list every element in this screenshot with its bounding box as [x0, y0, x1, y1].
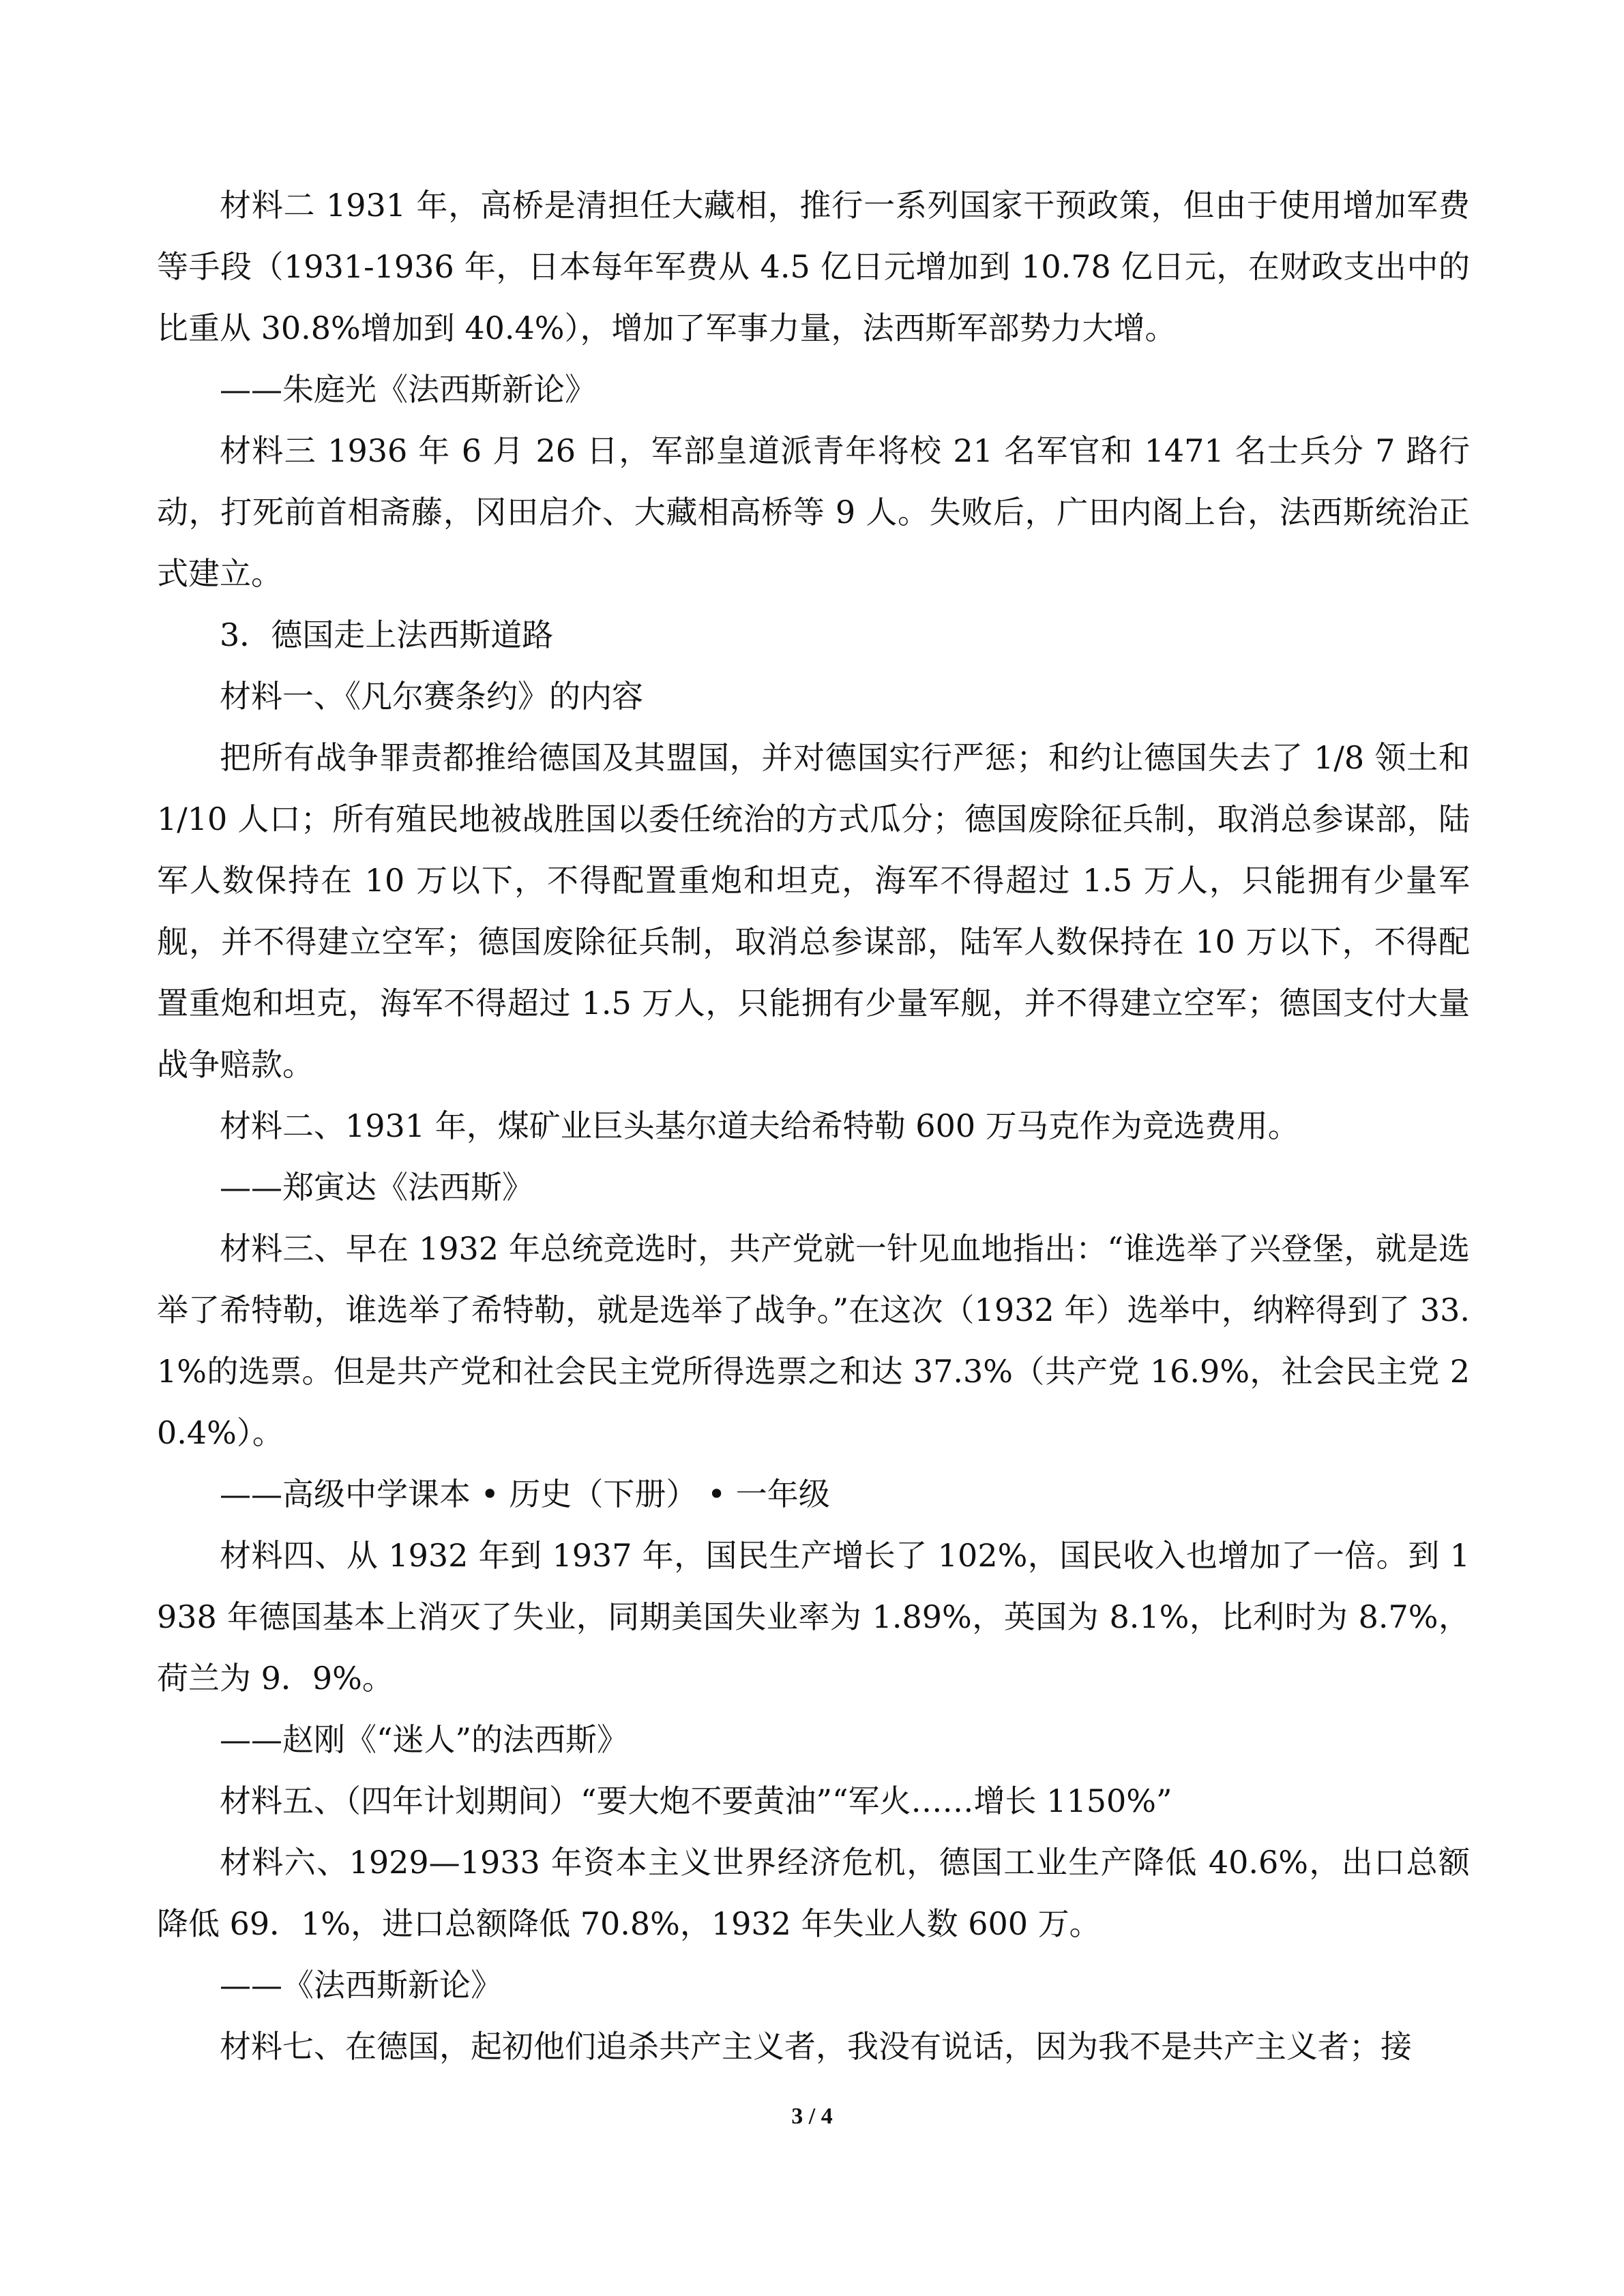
paragraph-material-4-germany: 材料四、从 1932 年到 1937 年，国民生产增长了 102%，国民收入也增加了一倍。到 1938 年德国基本上消灭了失业，同期美国失业率为 1.89%，英国为 8.1%，比利时为 8.7%，荷兰为 9．9%。 — [157, 1537, 1470, 1697]
source-citation: ——朱庭光《法西斯新论》 — [220, 371, 596, 408]
paragraph-material-1-germany: 材料一、《凡尔赛条约》的内容 — [220, 678, 643, 715]
paragraph-material-3-japan: 材料三 1936 年 6 月 26 日，军部皇道派青年将校 21 名军官和 1471 名士兵分 7 路行动，打死前首相斋藤，冈田启介、大藏相高桥等 9 人。失败后，广田内阁上台，法西斯统治正式建立。 — [157, 432, 1470, 592]
paragraph-material-7-germany: 材料七、在德国，起初他们追杀共产主义者，我没有说话，因为我不是共产主义者；接 — [220, 2028, 1412, 2065]
paragraph-material-6-germany: 材料六、1929—1933 年资本主义世界经济危机，德国工业生产降低 40.6%，出口总额降低 69．1%，进口总额降低 70.8%，1932 年失业人数 600 万。 — [157, 1844, 1470, 1942]
paragraph-material-5-germany: 材料五、（四年计划期间）“要大炮不要黄油”“军火……增长 1150%” — [220, 1783, 1172, 1819]
source-citation: ——高级中学课本 • 历史（下册） • 一年级 — [220, 1476, 830, 1512]
source-citation: ——《法西斯新论》 — [220, 1967, 502, 2003]
page-number: 3 / 4 — [791, 2104, 833, 2129]
paragraph-material-3-germany: 材料三、早在 1932 年总统竞选时，共产党就一针见血地指出：“谁选举了兴登堡，就是选举了希特勒，谁选举了希特勒，就是选举了战争。”在这次（1932 年）选举中，纳粹得到了 33.1%的选票。但是共产党和社会民主党所得选票之和达 37.3%（共产党 16.9%，社会民主党 20.4%）。 — [157, 1230, 1470, 1451]
source-citation: ——赵刚《“迷人”的法西斯》 — [220, 1721, 629, 1758]
source-citation: ——郑寅达《法西斯》 — [220, 1169, 533, 1206]
document-body — [157, 175, 1470, 2077]
paragraph-material-2-japan: 材料二 1931 年，高桥是清担任大藏相，推行一系列国家干预政策，但由于使用增加军费等手段（1931-1936 年，日本每年军费从 4.5 亿日元增加到 10.78 亿日元，在财政支出中的比重从 30.8%增加到 40.4%），增加了军事力量，法西斯军部势力大增。 — [157, 187, 1470, 346]
paragraph-material-2-germany: 材料二、1931 年，煤矿业巨头基尔道夫给希特勒 600 万马克作为竞选费用。 — [220, 1107, 1299, 1144]
section-heading-germany: 3．德国走上法西斯道路 — [220, 616, 554, 653]
paragraph-versailles-content: 把所有战争罪责都推给德国及其盟国，并对德国实行严惩；和约让德国失去了 1/8 领土和 1/10 人口；所有殖民地被战胜国以委任统治的方式瓜分；德国废除征兵制，取消总参谋部，陆军人数保持在 10 万以下，不得配置重炮和坦克，海军不得超过 1.5 万人，只能拥有少量军舰，并不得建立空军；德国废除征兵制，取消总参谋部，陆军人数保持在 10 万以下，不得配置重炮和坦克，海军不得超过 1.5 万人，只能拥有少量军舰，并不得建立空军；德国支付大量战争赔款。 — [157, 739, 1470, 1083]
